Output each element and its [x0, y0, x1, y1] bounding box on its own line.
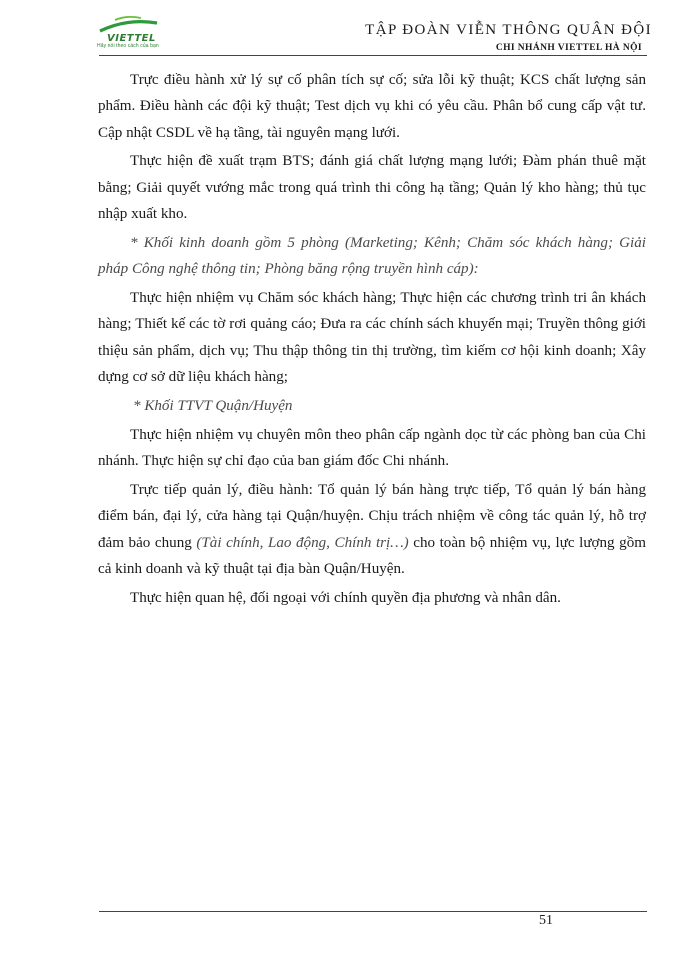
section-heading-business: * Khối kinh doanh gồm 5 phòng (Marketing; Kênh; Chăm sóc khách hàng; Giải pháp Công nghệ thông tin; Phòng băng rộng truyền hình cáp):	[98, 234, 646, 278]
page-number: 51	[539, 913, 553, 928]
paragraph-5-italic: (Tài chính, Lao động, Chính trị…)	[196, 534, 409, 551]
paragraph-5-start: Trực tiếp quản lý, điều hành: Tổ quản lý bán hàng trực tiếp, Tổ quản lý bán hàng điểm bán, đại lý, cửa hàng tại Quận/huyện. Chịu trách nhiệm về công tác quản lý, hỗ trợ đảm bảo chung	[98, 482, 646, 551]
paragraph-4: Thực hiện nhiệm vụ chuyên môn theo phân cấp ngành dọc từ các phòng ban của Chi nhánh. Thực hiện sự chỉ đạo của ban giám đốc Chi nhánh.	[98, 426, 646, 470]
organization-title: TẬP ĐOÀN VIỄN THÔNG QUÂN ĐỘI	[365, 22, 652, 38]
viettel-logo	[97, 14, 197, 56]
paragraph-6: Thực hiện quan hệ, đối ngoại với chính quyền địa phương và nhân dân.	[130, 589, 561, 606]
paragraph-1: Trực điều hành xử lý sự cố phân tích sự cố; sửa lỗi kỹ thuật; KCS chất lượng sản phẩm. Điều hành các đội kỹ thuật; Test dịch vụ khi có yêu cầu. Phân bổ cung cấp vật tư. Cập nhật CSDL về hạ tầng, tài nguyên mạng lưới.	[98, 72, 646, 141]
viettel-logo-graphic	[97, 14, 197, 44]
paragraph-2: Thực hiện đề xuất trạm BTS; đánh giá chất lượng mạng lưới; Đàm phán thuê mặt bằng; Giải quyết vướng mắc trong quá trình thi công hạ tầng; Quản lý kho hàng; thủ tục nhập xuất kho.	[98, 153, 646, 223]
branch-name: CHI NHÁNH VIETTEL HÀ NỘI	[495, 43, 642, 53]
logo-wordmark: VIETTEL	[107, 33, 156, 44]
paragraph-5-end: cho toàn bộ nhiệm vụ, lực lượng gồm cả kinh doanh và kỹ thuật tại địa bàn Quận/Huyện.	[98, 534, 646, 577]
footer-divider	[99, 911, 647, 912]
paragraph-5	[98, 477, 646, 582]
section-heading-district: * Khối TTVT Quận/Huyện	[133, 397, 293, 414]
header-divider	[99, 55, 647, 56]
logo-tagline: Hãy nói theo cách của bạn	[97, 43, 159, 49]
paragraph-3: Thực hiện nhiệm vụ Chăm sóc khách hàng; Thực hiện các chương trình tri ân khách hàng; Thiết kế các tờ rơi quảng cáo; Đưa ra các chính sách khuyến mại; Truyền thông giới thiệu sản phẩm, dịch vụ; Thu thập thông tin thị trường, tìm kiếm cơ hội kinh doanh; Xây dựng cơ sở dữ liệu khách hàng;	[98, 290, 646, 386]
document-body	[98, 67, 646, 614]
